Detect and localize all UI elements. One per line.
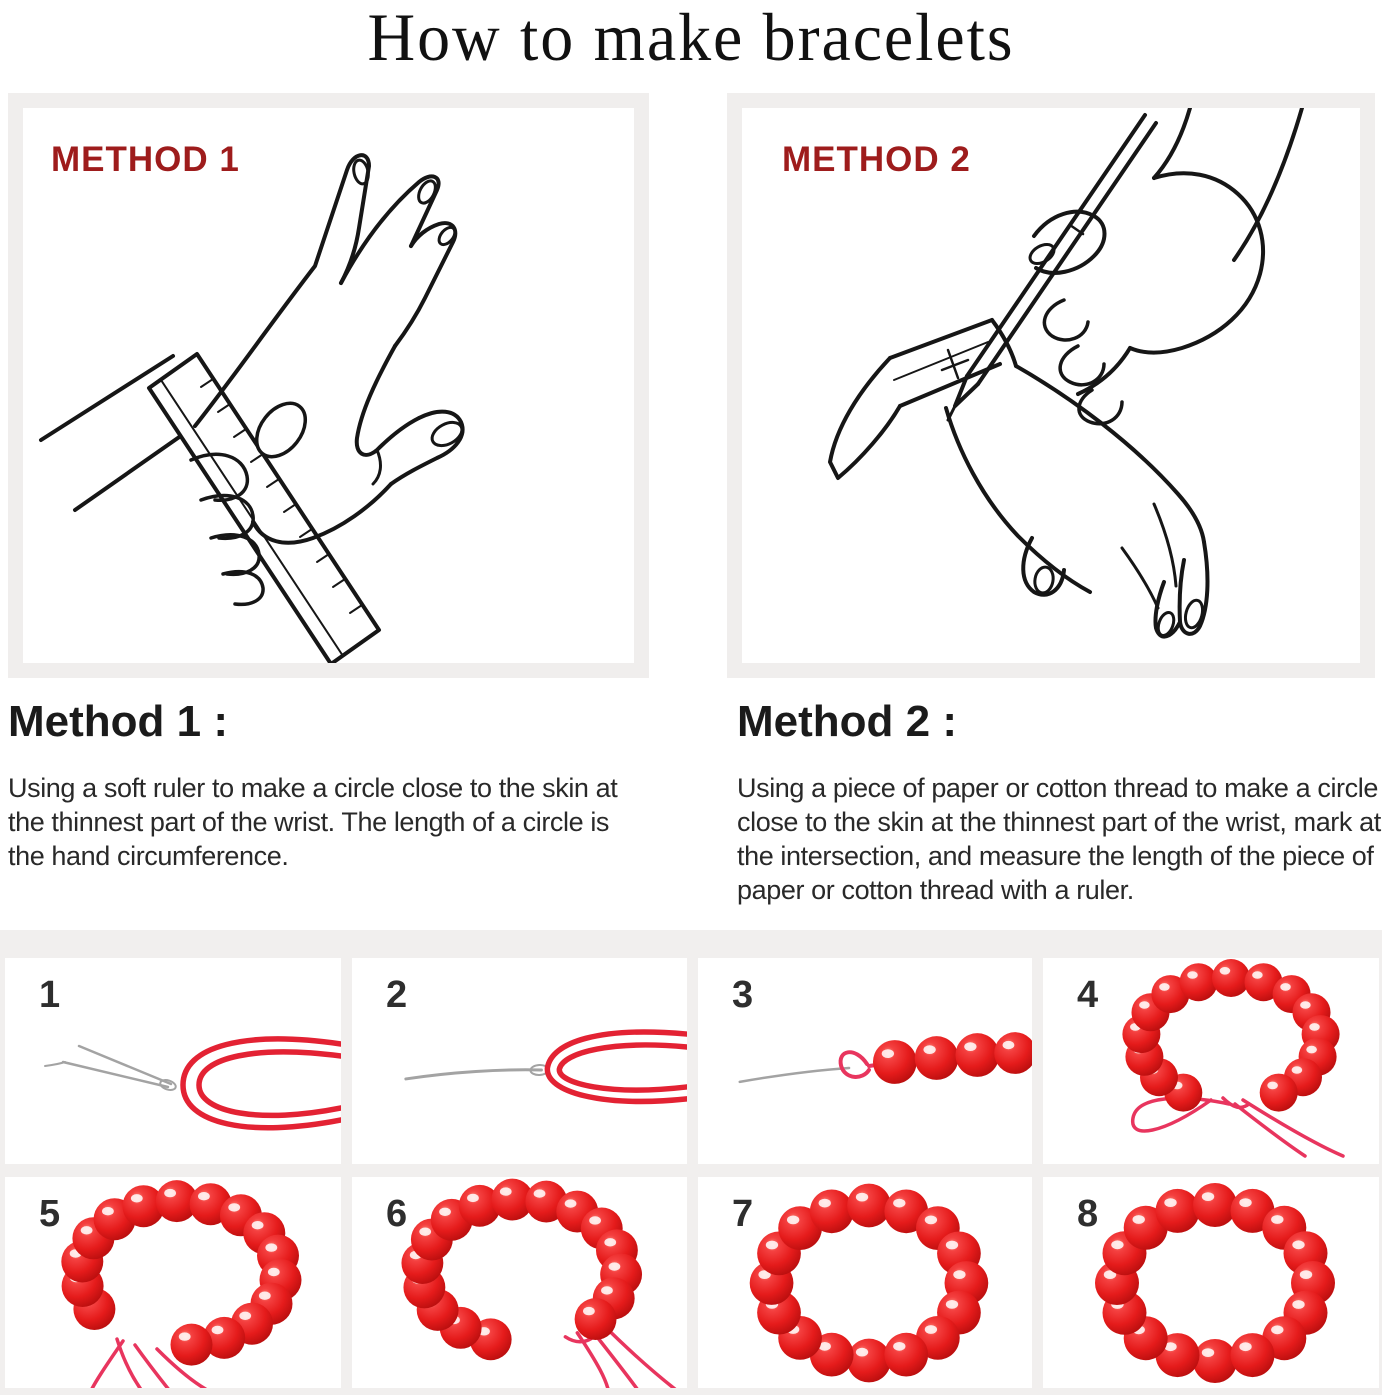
hand-ruler-illustration [23, 108, 634, 663]
step-number: 2 [386, 974, 408, 1016]
method-2-text [737, 697, 1382, 907]
method-2-box [727, 93, 1375, 678]
hand-pen-illustration [742, 108, 1360, 663]
page-title: How to make bracelets [367, 0, 1015, 75]
step-number: 5 [39, 1193, 61, 1235]
step-number: 6 [386, 1193, 408, 1235]
method-1-heading: Method 1 : [8, 697, 228, 746]
step-cell-4 [1043, 958, 1379, 1164]
method-2-description: Using a piece of paper or cotton thread to make a circle close to the skin at the thinnest part of the wrist, mark at the intersection, and measure the length of the piece of paper or cotton thread with a ruler. [737, 773, 1381, 905]
step-cell-3 [698, 958, 1032, 1164]
step-cell-1 [5, 958, 341, 1164]
method-1-box [8, 93, 649, 678]
step-number: 1 [39, 974, 61, 1016]
step-number: 4 [1077, 974, 1099, 1016]
step-cell-6 [352, 1177, 687, 1388]
step-cell-2 [352, 958, 687, 1164]
method-2-label: METHOD 2 [782, 140, 971, 179]
step-cell-7 [698, 1177, 1032, 1388]
step-number: 8 [1077, 1193, 1099, 1235]
step-number: 3 [732, 974, 754, 1016]
step-cell-8 [1043, 1177, 1379, 1388]
method-1-label: METHOD 1 [51, 140, 240, 179]
method-1-description: Using a soft ruler to make a circle close to the skin at the thinnest part of the wrist. The length of a circle is the hand circumference. [8, 773, 618, 871]
step-number: 7 [732, 1193, 754, 1235]
method-2-heading: Method 2 : [737, 697, 957, 746]
step-cell-5 [5, 1177, 341, 1388]
method-1-text [8, 697, 644, 873]
steps-grid [0, 930, 1382, 1395]
